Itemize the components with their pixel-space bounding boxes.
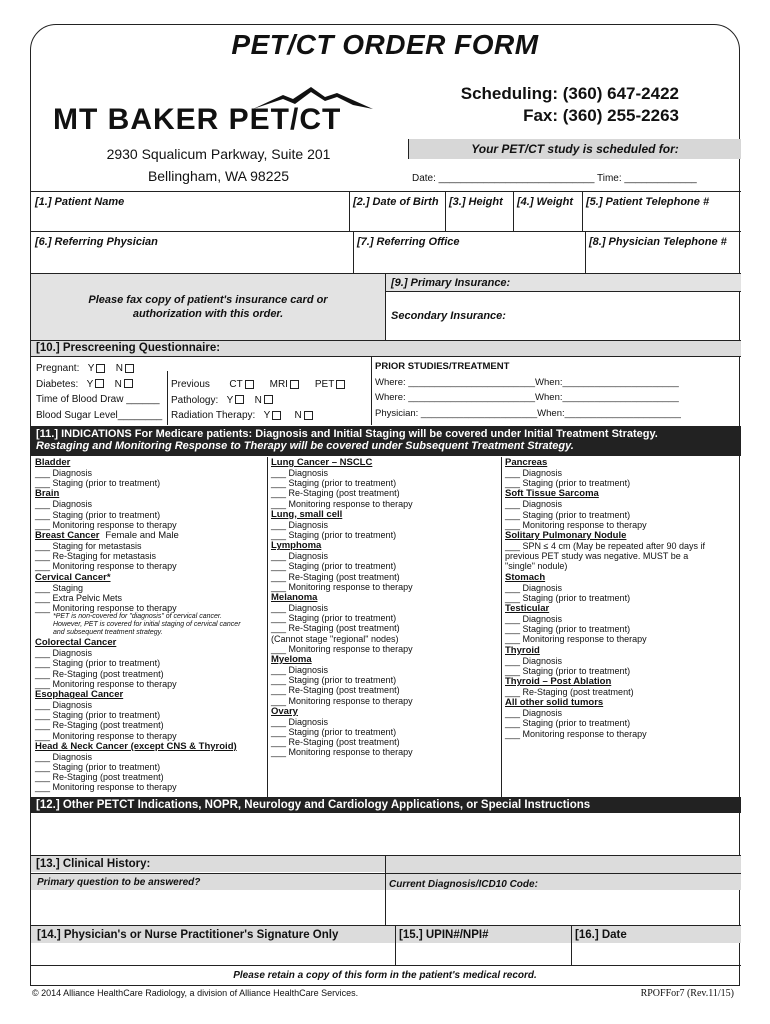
indication-group-heading bbox=[35, 530, 265, 541]
indication-group-title: Lung, small cell bbox=[271, 508, 343, 520]
weight-field[interactable]: [4.] Weight bbox=[517, 196, 574, 208]
pathology-label: Pathology: bbox=[171, 394, 219, 406]
indication-group-title: Esophageal Cancer bbox=[35, 689, 124, 701]
indication-item[interactable]: ___ Diagnosis bbox=[505, 708, 563, 719]
indication-item[interactable]: ___ Monitoring response to therapy bbox=[35, 561, 177, 572]
indication-note: *PET is non-covered for "diagnosis" of cervical cancer. bbox=[53, 613, 222, 621]
indication-item[interactable]: ___ Staging (prior to treatment) bbox=[271, 561, 397, 572]
height-field[interactable]: [3.] Height bbox=[449, 196, 503, 208]
indication-group-heading bbox=[505, 645, 741, 656]
indication-group-heading bbox=[271, 540, 501, 551]
indication-item[interactable]: ___ Staging (prior to treatment) bbox=[505, 718, 631, 729]
indication-group-extra: Female and Male bbox=[105, 530, 179, 542]
ct-checkbox[interactable] bbox=[245, 380, 254, 389]
indication-item[interactable]: ___ Staging (prior to treatment) bbox=[271, 613, 397, 624]
indication-group-title: Myeloma bbox=[271, 654, 312, 666]
diabetes-no-label: N bbox=[114, 378, 122, 390]
indication-group-heading bbox=[505, 530, 741, 541]
indications-header-line-2: Restaging and Monitoring Response to Therapy will be covered under Subsequent Treatment Strategy. bbox=[36, 440, 574, 452]
indication-group-title: Colorectal Cancer bbox=[35, 637, 117, 649]
pet-checkbox[interactable] bbox=[336, 380, 345, 389]
diabetes-label: Diabetes: bbox=[36, 378, 79, 390]
indication-group-title: Thyroid bbox=[505, 644, 540, 656]
blood-sugar-field[interactable]: Blood Sugar Level________ bbox=[36, 409, 163, 421]
indication-group-title: Melanoma bbox=[271, 592, 318, 604]
indication-group-title: Breast Cancer bbox=[35, 530, 100, 542]
copyright: © 2014 Alliance HealthCare Radiology, a division of Alliance HealthCare Services. bbox=[32, 988, 359, 998]
primary-question-field[interactable]: Primary question to be answered? bbox=[37, 877, 201, 888]
fax-note-box bbox=[31, 274, 385, 340]
diabetes-no-checkbox[interactable] bbox=[124, 379, 133, 388]
indication-item[interactable]: ___ Diagnosis bbox=[35, 499, 93, 510]
indication-item[interactable]: ___ Staging (prior to treatment) bbox=[271, 478, 397, 489]
indication-item[interactable]: ___ Monitoring response to therapy bbox=[35, 603, 177, 614]
indication-item[interactable]: ___ Monitoring response to therapy bbox=[35, 678, 177, 689]
indication-group-title: Testicular bbox=[505, 603, 550, 615]
radiation-no-checkbox[interactable] bbox=[304, 411, 313, 420]
pregnant-yes-checkbox[interactable] bbox=[96, 364, 105, 373]
indication-group-heading bbox=[505, 457, 741, 468]
prior-where-2[interactable]: Where: ________________________When:______________________ bbox=[375, 392, 679, 403]
pregnant-label: Pregnant: bbox=[36, 363, 80, 374]
indication-item[interactable]: ___ Diagnosis bbox=[35, 648, 93, 659]
pathology-no-label: N bbox=[254, 394, 262, 406]
indication-item[interactable]: ___ Monitoring response to therapy bbox=[505, 728, 647, 739]
indication-group-title: Head & Neck Cancer (except CNS & Thyroid) bbox=[35, 740, 237, 752]
indication-item[interactable]: ___ Re-Staging (post treatment) bbox=[271, 623, 400, 634]
indication-item[interactable]: ___ Staging (prior to treatment) bbox=[271, 530, 397, 541]
indication-item[interactable]: ___ Staging (prior to treatment) bbox=[271, 675, 397, 686]
pet-label: PET bbox=[314, 379, 335, 390]
indication-group-title: Lung Cancer – NSCLC bbox=[271, 457, 373, 468]
indication-item[interactable]: (Cannot stage "regional" nodes) bbox=[271, 633, 399, 644]
indication-group-heading bbox=[505, 488, 741, 499]
indication-item[interactable]: ___ Staging (prior to treatment) bbox=[35, 509, 161, 520]
indications-column-1 bbox=[35, 457, 265, 815]
indication-group-heading bbox=[35, 741, 265, 752]
referring-physician-field[interactable]: [6.] Referring Physician bbox=[35, 236, 158, 248]
current-diagnosis-field[interactable]: Current Diagnosis/ICD10 Code: bbox=[389, 879, 538, 890]
indication-item[interactable]: ___ Monitoring response to therapy bbox=[271, 747, 413, 758]
indication-item[interactable]: ___ Staging for metastasis bbox=[35, 541, 142, 552]
indication-group-heading bbox=[505, 572, 741, 583]
indication-item[interactable]: ___ Monitoring response to therapy bbox=[35, 730, 177, 741]
indication-note: However, PET is covered for initial staging of cervical cancer bbox=[53, 621, 241, 629]
prescreen-header: [10.] Prescreening Questionnaire: bbox=[31, 340, 741, 356]
form-title: PET/CT ORDER FORM bbox=[231, 29, 539, 60]
indication-item[interactable]: ___ Diagnosis bbox=[505, 655, 563, 666]
indication-item[interactable]: ___ Monitoring response to therapy bbox=[271, 643, 413, 654]
logo bbox=[53, 83, 393, 143]
indication-group-title: Stomach bbox=[505, 571, 546, 583]
indication-item[interactable]: ___ Staging (prior to treatment) bbox=[35, 762, 161, 773]
clinical-header: [13.] Clinical History: bbox=[31, 856, 385, 872]
indication-item[interactable]: ___ Monitoring response to therapy bbox=[505, 519, 647, 530]
indication-item[interactable]: ___ Staging (prior to treatment) bbox=[35, 658, 161, 669]
indication-item[interactable]: ___ Re-Staging (post treatment) bbox=[271, 571, 400, 582]
indication-item[interactable]: ___ Staging (prior to treatment) bbox=[35, 478, 161, 489]
indication-group-heading bbox=[35, 689, 265, 700]
other-header: [12.] Other PETCT Indications, NOPR, Neurology and Cardiology Applications, or Special Instructions bbox=[31, 797, 741, 813]
prior-studies-header: PRIOR STUDIES/TREATMENT bbox=[375, 361, 510, 372]
schedule-header: Your PET/CT study is scheduled for: bbox=[408, 139, 741, 159]
fax-note-line-2: authorization with this order. bbox=[132, 308, 284, 320]
pregnant-no-label: N bbox=[115, 363, 123, 374]
upin-npi-field[interactable]: [15.] UPIN#/NPI# bbox=[399, 929, 489, 941]
scheduling-info bbox=[461, 83, 679, 127]
indication-group-heading bbox=[35, 637, 265, 648]
indication-group-heading bbox=[271, 654, 501, 665]
patient-name-field[interactable]: [1.] Patient Name bbox=[35, 196, 125, 208]
indication-group-heading bbox=[271, 706, 501, 717]
indication-item[interactable]: ___ Re-Staging (post treatment) bbox=[271, 737, 400, 748]
mri-checkbox[interactable] bbox=[290, 380, 299, 389]
radiation-yes-label: Y bbox=[263, 410, 271, 421]
indication-item[interactable]: ___ Re-Staging (post treatment) bbox=[505, 687, 634, 698]
indication-group-heading bbox=[35, 572, 265, 583]
indication-item[interactable]: ___ Extra Pelvic Mets bbox=[35, 592, 123, 603]
pathology-yes-checkbox[interactable] bbox=[235, 395, 244, 404]
prescreen-middle bbox=[171, 377, 347, 424]
indication-item[interactable]: ___ Diagnosis bbox=[271, 519, 329, 530]
indication-item[interactable]: ___ Diagnosis bbox=[505, 582, 563, 593]
indication-group-title: Soft Tissue Sarcoma bbox=[505, 488, 599, 500]
radiation-label: Radiation Therapy: bbox=[171, 410, 256, 421]
indication-item[interactable]: ___ Staging (prior to treatment) bbox=[271, 727, 397, 738]
referring-office-field[interactable]: [7.] Referring Office bbox=[357, 236, 460, 248]
indication-item[interactable]: ___ Re-Staging (post treatment) bbox=[271, 685, 400, 696]
secondary-insurance-field[interactable]: Secondary Insurance: bbox=[391, 310, 506, 322]
indication-item[interactable]: ___ Re-Staging (post treatment) bbox=[271, 488, 400, 499]
indication-item[interactable]: ___ Monitoring response to therapy bbox=[35, 519, 177, 530]
indication-item[interactable]: ___ Monitoring response to therapy bbox=[505, 634, 647, 645]
indication-item[interactable]: ___ Diagnosis bbox=[35, 751, 93, 762]
indication-item[interactable]: ___ Re-Staging (post treatment) bbox=[35, 720, 164, 731]
indication-item[interactable]: ___ Staging (prior to treatment) bbox=[505, 509, 631, 520]
indication-group-title: Bladder bbox=[35, 457, 71, 468]
indication-group-heading bbox=[271, 457, 501, 468]
indication-item[interactable]: ___ Diagnosis bbox=[271, 665, 329, 676]
indication-group-heading bbox=[505, 603, 741, 614]
address-line-1: 2930 Squalicum Parkway, Suite 201 bbox=[106, 146, 331, 162]
indication-group-title: Solitary Pulmonary Nodule bbox=[505, 530, 627, 542]
retain-note: Please retain a copy of this form in the patient's medical record. bbox=[233, 970, 537, 981]
indication-item[interactable]: ___ Monitoring response to therapy bbox=[271, 581, 413, 592]
prior-physician[interactable]: Physician: ______________________When:______________________ bbox=[375, 407, 681, 419]
indication-item[interactable]: ___ Re-Staging for metastasis bbox=[35, 551, 157, 562]
indication-group-title: Brain bbox=[35, 488, 60, 500]
indication-item[interactable]: ___ Re-Staging (post treatment) bbox=[35, 668, 164, 679]
order-form bbox=[30, 24, 740, 986]
indication-item[interactable]: ___ Diagnosis bbox=[271, 716, 329, 727]
indication-item[interactable]: previous PET study was negative. MUST be a bbox=[505, 551, 689, 562]
indication-group-heading bbox=[271, 509, 501, 520]
other-instructions-area[interactable] bbox=[31, 813, 741, 855]
indication-group-heading bbox=[271, 592, 501, 603]
ct-label: CT bbox=[229, 379, 243, 390]
indication-group-heading bbox=[35, 488, 265, 499]
indication-note: and subsequent treatment strategy. bbox=[53, 629, 163, 637]
indication-group-heading bbox=[505, 676, 741, 687]
indication-item[interactable]: ___ Staging bbox=[35, 582, 84, 593]
indication-item[interactable]: ___ Monitoring response to therapy bbox=[35, 782, 177, 793]
indication-group-title: Ovary bbox=[271, 705, 298, 717]
pregnant-no-checkbox[interactable] bbox=[125, 364, 134, 373]
prior-where-1[interactable]: Where: ________________________When:______________________ bbox=[375, 376, 679, 388]
schedule-date-time[interactable]: Date: ____________________________ Time: _____________ bbox=[412, 173, 697, 184]
indication-item[interactable]: ___ Staging (prior to treatment) bbox=[505, 592, 631, 603]
indication-item[interactable]: ___ Diagnosis bbox=[271, 468, 329, 478]
diabetes-yes-label: Y bbox=[86, 378, 94, 390]
indication-group-title: Pancreas bbox=[505, 457, 548, 468]
time-blood-draw-field[interactable]: Time of Blood Draw ______ bbox=[36, 394, 160, 405]
indication-item[interactable]: "single" nodule) bbox=[505, 561, 568, 572]
pathology-no-checkbox[interactable] bbox=[264, 395, 273, 404]
dob-field[interactable]: [2.] Date of Birth bbox=[353, 196, 439, 208]
indication-item[interactable]: ___ Diagnosis bbox=[35, 700, 93, 711]
primary-insurance-field[interactable]: [9.] Primary Insurance: bbox=[391, 277, 511, 289]
indication-item[interactable]: ___ Staging (prior to treatment) bbox=[35, 710, 161, 721]
physician-phone-field[interactable]: [8.] Physician Telephone # bbox=[589, 236, 727, 248]
indication-group-title: Cervical Cancer* bbox=[35, 571, 111, 583]
indication-item[interactable]: ___ Monitoring response to therapy bbox=[271, 498, 413, 509]
indications-column-3 bbox=[505, 457, 741, 815]
indication-group-title: Thyroid – Post Ablation bbox=[505, 676, 612, 688]
previous-label: Previous bbox=[171, 379, 210, 390]
date-field[interactable]: [16.] Date bbox=[575, 929, 627, 941]
address-line-2: Bellingham, WA 98225 bbox=[147, 168, 290, 184]
fax-note-line-1: Please fax copy of patient's insurance card or bbox=[88, 294, 328, 306]
pathology-yes-label: Y bbox=[226, 394, 234, 406]
prescreen-left bbox=[36, 361, 162, 423]
pregnant-yes-label: Y bbox=[87, 363, 95, 374]
indication-item[interactable]: ___ Re-Staging (post treatment) bbox=[35, 772, 164, 783]
indication-item[interactable]: ___ Diagnosis bbox=[271, 603, 329, 614]
mri-label: MRI bbox=[269, 379, 288, 390]
indication-item[interactable]: ___ Staging (prior to treatment) bbox=[505, 665, 631, 676]
indication-item[interactable]: ___ SPN ≤ 4 cm (May be repeated after 90 days if bbox=[505, 541, 706, 552]
indication-item[interactable]: ___ Diagnosis bbox=[505, 499, 563, 510]
fax-number: Fax: (360) 255-2263 bbox=[523, 106, 679, 125]
indication-item[interactable]: ___ Monitoring response to therapy bbox=[271, 695, 413, 706]
indication-item[interactable]: ___ Diagnosis bbox=[35, 468, 93, 478]
indication-item[interactable]: ___ Diagnosis bbox=[505, 468, 563, 478]
indications-header bbox=[31, 426, 741, 456]
logo-text: MT BAKER PET/CT bbox=[53, 103, 342, 136]
signature-field[interactable]: [14.] Physician's or Nurse Practitioner's Signature Only bbox=[37, 929, 339, 941]
indication-item[interactable]: ___ Diagnosis bbox=[271, 551, 329, 562]
indication-group-title: Lymphoma bbox=[271, 540, 322, 552]
patient-phone-field[interactable]: [5.] Patient Telephone # bbox=[586, 196, 710, 208]
indication-item[interactable]: ___ Diagnosis bbox=[505, 614, 563, 625]
radiation-no-label: N bbox=[294, 410, 302, 421]
indication-item[interactable]: ___ Staging (prior to treatment) bbox=[505, 624, 631, 635]
indication-item[interactable]: ___ Staging (prior to treatment) bbox=[505, 478, 631, 489]
diabetes-yes-checkbox[interactable] bbox=[95, 379, 104, 388]
indications-column-2 bbox=[271, 457, 501, 815]
address bbox=[91, 143, 346, 187]
indication-group-title: All other solid tumors bbox=[505, 697, 604, 709]
prior-studies bbox=[375, 359, 681, 421]
revision: RPOFFor7 (Rev.11/15) bbox=[640, 988, 734, 999]
scheduling-phone: Scheduling: (360) 647-2422 bbox=[460, 84, 679, 103]
indication-group-heading bbox=[505, 697, 741, 708]
indication-group-heading bbox=[35, 457, 265, 468]
indications-header-line-1: [11.] INDICATIONS For Medicare patients: Diagnosis and Initial Staging will be covered under Initial Treatment Strategy. bbox=[36, 428, 658, 440]
radiation-yes-checkbox[interactable] bbox=[272, 411, 281, 420]
